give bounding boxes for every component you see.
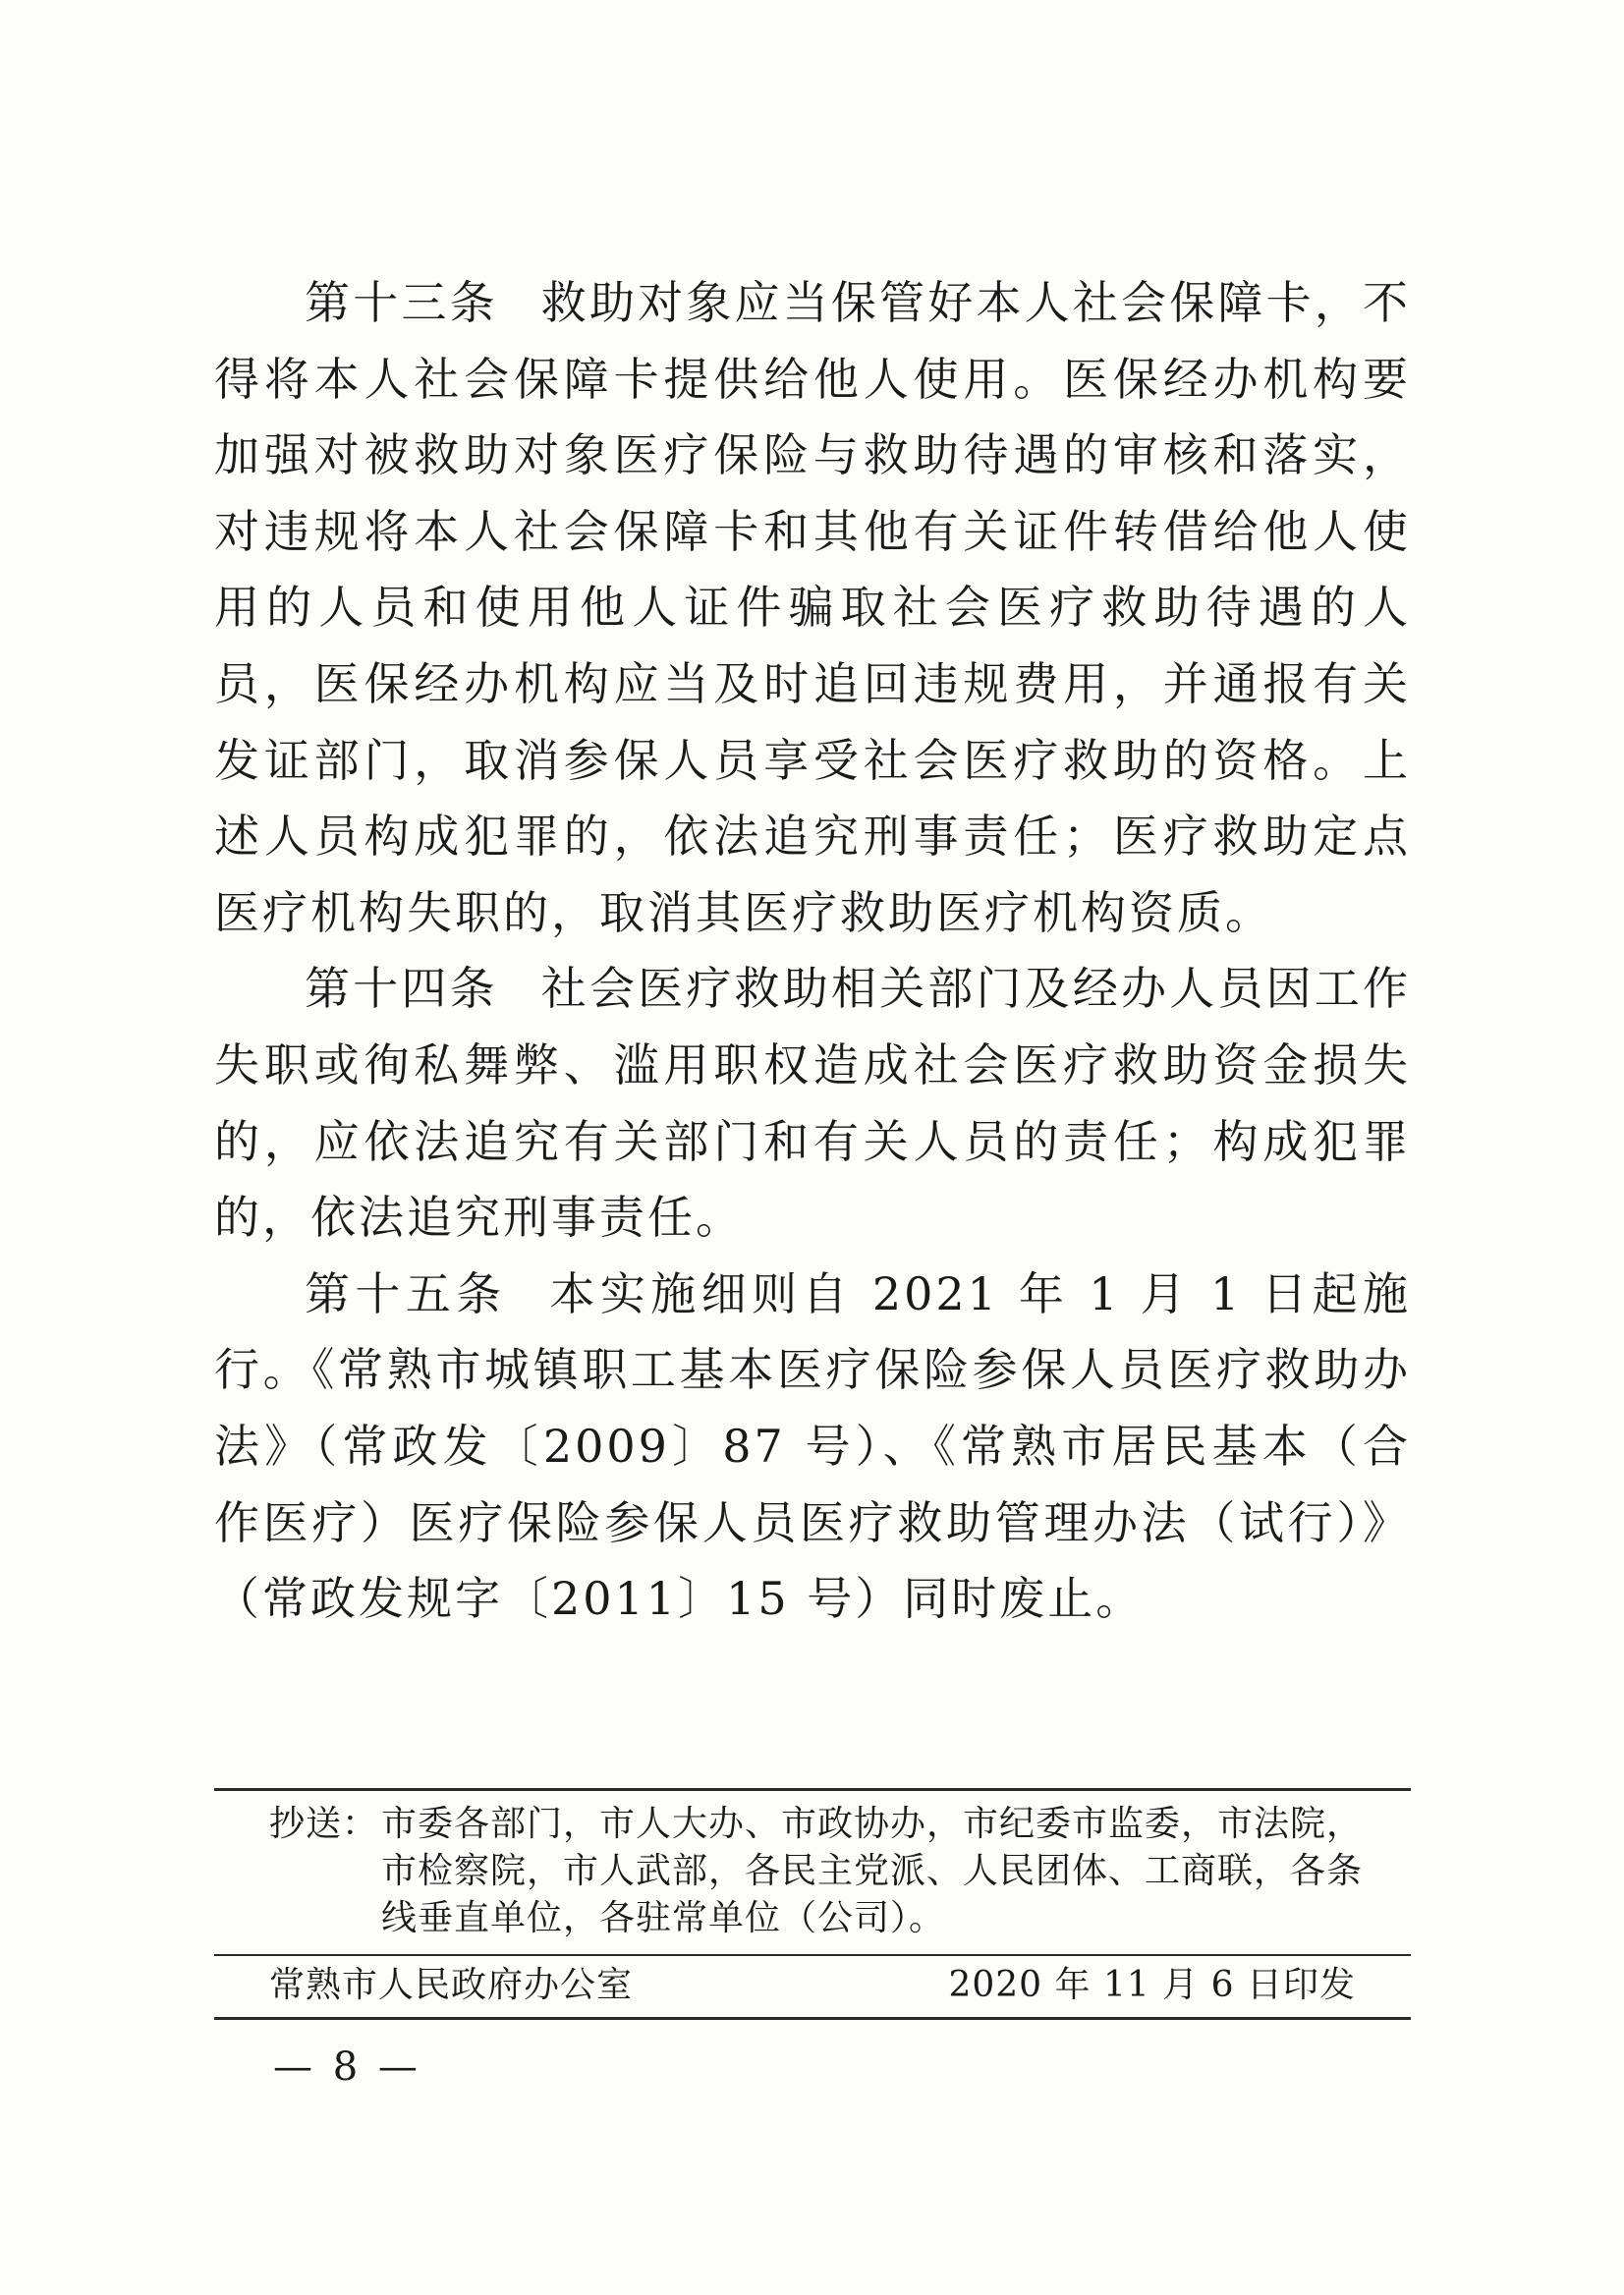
issuer-row	[214, 1956, 1411, 2017]
article-15	[214, 1257, 1411, 1638]
page-number: — 8 —	[273, 2044, 421, 2090]
document-body	[214, 265, 1411, 1638]
article-14-number: 第十四条	[305, 962, 498, 1016]
article-14	[214, 951, 1411, 1256]
issuer-name: 常熟市人民政府办公室	[269, 1965, 634, 2005]
cc-recipients: 市委各部门，市人大办、市政协办，市纪委市监委，市法院，市检察院，市人武部，各民主党派、人民团体、工商联，各条线垂直单位，各驻常单位（公司）。	[381, 1804, 1364, 1938]
bottom-rule	[214, 2017, 1411, 2020]
distribution-footer	[214, 1788, 1411, 2020]
article-13-number: 第十三条	[305, 276, 498, 329]
issue-date: 2020 年 11 月 6 日印发	[948, 1965, 1356, 2005]
cc-section	[214, 1791, 1411, 1954]
article-13-text: 救助对象应当保管好本人社会保障卡，不得将本人社会保障卡提供给他人使用。医保经办机构要加强对被救助对象医疗保险与救助待遇的审核和落实，对违规将本人社会保障卡和其他有关证件转借给他人使用的人员和使用他人证件骗取社会医疗救助待遇的人员，医保经办机构应当及时追回违规费用，并通报有关发证部门，取消参保人员享受社会医疗救助的资格。上述人员构成犯罪的，依法追究刑事责任；医疗救助定点医疗机构失职的，取消其医疗救助医疗机构资质。	[214, 276, 1412, 939]
article-15-number: 第十五条	[305, 1266, 507, 1320]
article-14-text: 社会医疗救助相关部门及经办人员因工作失职或徇私舞弊、滥用职权造成社会医疗救助资金损失的，应依法追究有关部门和有关人员的责任；构成犯罪的，依法追究刑事责任。	[214, 962, 1412, 1245]
article-15-text: 本实施细则自 2021 年 1 月 1 日起施行。《常熟市城镇职工基本医疗保险参保人员医疗救助办法》（常政发〔2009〕87 号）、《常熟市居民基本（合作医疗）医疗保险参保人员医疗救助管理办法（试行）》（常政发规字〔2011〕15 号）同时废止。	[214, 1266, 1411, 1626]
article-13	[214, 265, 1411, 951]
cc-label: 抄送：	[269, 1804, 379, 1844]
